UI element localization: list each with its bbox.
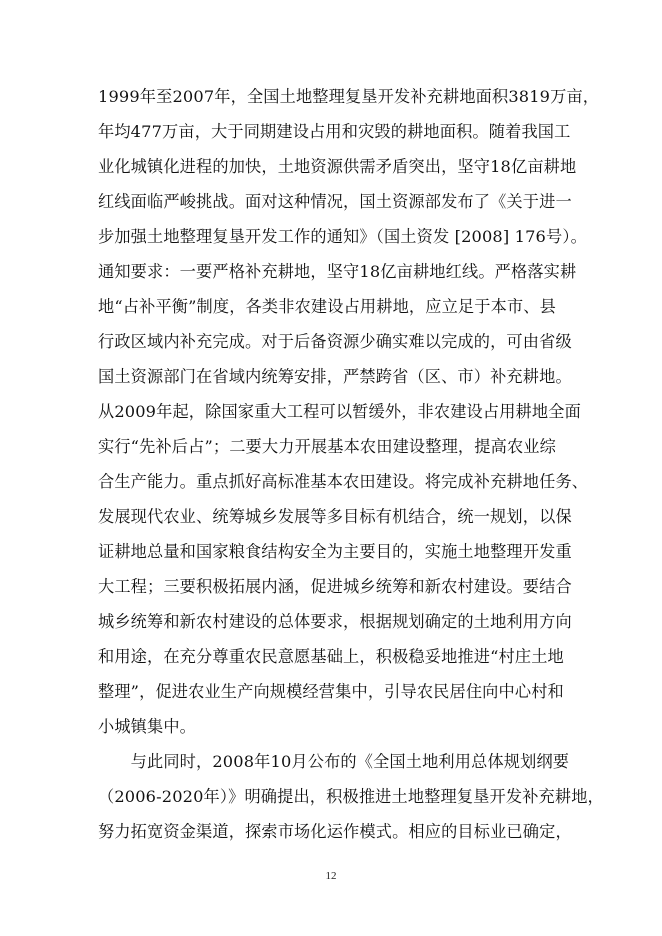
body-text-line: 发展现代农业、统筹城乡发展等多目标有机结合，统一规划，以保 [98,507,572,526]
body-text-line: （2006-2020年）》明确提出，积极推进土地整理复垦开发补充耕地， [98,787,604,806]
body-text-line: 国土资源部门在省域内统筹安排，严禁跨省（区、市）补充耕地。 [98,367,572,386]
body-text-line: 和用途，在充分尊重农民意愿基础上，积极稳妥地推进“村庄土地 [98,647,564,666]
body-text-line: 大工程；三要积极拓展内涵，促进城乡统筹和新农村建设。要结合 [98,577,572,596]
body-text-line: 努力拓宽资金渠道，探索市场化运作模式。相应的目标业已确定， [98,822,572,841]
body-text-line: 证耕地总量和国家粮食结构安全为主要目的，实施土地整理开发重 [98,542,572,561]
body-text-line: 行政区域内补充完成。对于后备资源少确实难以完成的，可由省级 [98,332,572,351]
body-text-line: 小城镇集中。 [98,717,197,736]
body-text-line: 业化城镇化进程的加快，土地资源供需矛盾突出，坚守18亿亩耕地 [98,157,577,176]
body-text-line: 1999年至2007年，全国土地整理复垦开发补充耕地面积3819万亩， [98,87,600,106]
body-text-line: 实行“先补后占”；二要大力开展基本农田建设整理，提高农业综 [98,437,556,456]
page-number: 12 [325,870,337,882]
body-text-line: 城乡统筹和新农村建设的总体要求，根据规划确定的土地利用方向 [98,612,572,631]
body-text-line: 合生产能力。重点抓好高标准基本农田建设。将完成补充耕地任务、 [98,472,589,491]
body-text-line: 通知要求：一要严格补充耕地，坚守18亿亩耕地红线。严格落实耕 [98,262,577,281]
body-text-line: 从2009年起，除国家重大工程可以暂缓外，非农建设占用耕地全面 [98,402,581,421]
body-text-line: 红线面临严峻挑战。面对这种情况，国土资源部发布了《关于进一 [98,192,572,211]
body-text-line: 年均477万亩，大于同期建设占用和灾毁的耕地面积。随着我国工 [98,122,571,141]
body-text-line: 步加强土地整理复垦开发工作的通知》（国土资发 [2008] 176号）。 [98,227,587,246]
body-text-line: 与此同时，2008年10月公布的《全国土地利用总体规划纲要 [98,752,570,771]
body-text-line: 地“占补平衡”制度，各类非农建设占用耕地，应立足于本市、县 [98,297,556,316]
body-text-line: 整理”，促进农业生产向规模经营集中，引导农民居住向中心村和 [98,682,564,701]
